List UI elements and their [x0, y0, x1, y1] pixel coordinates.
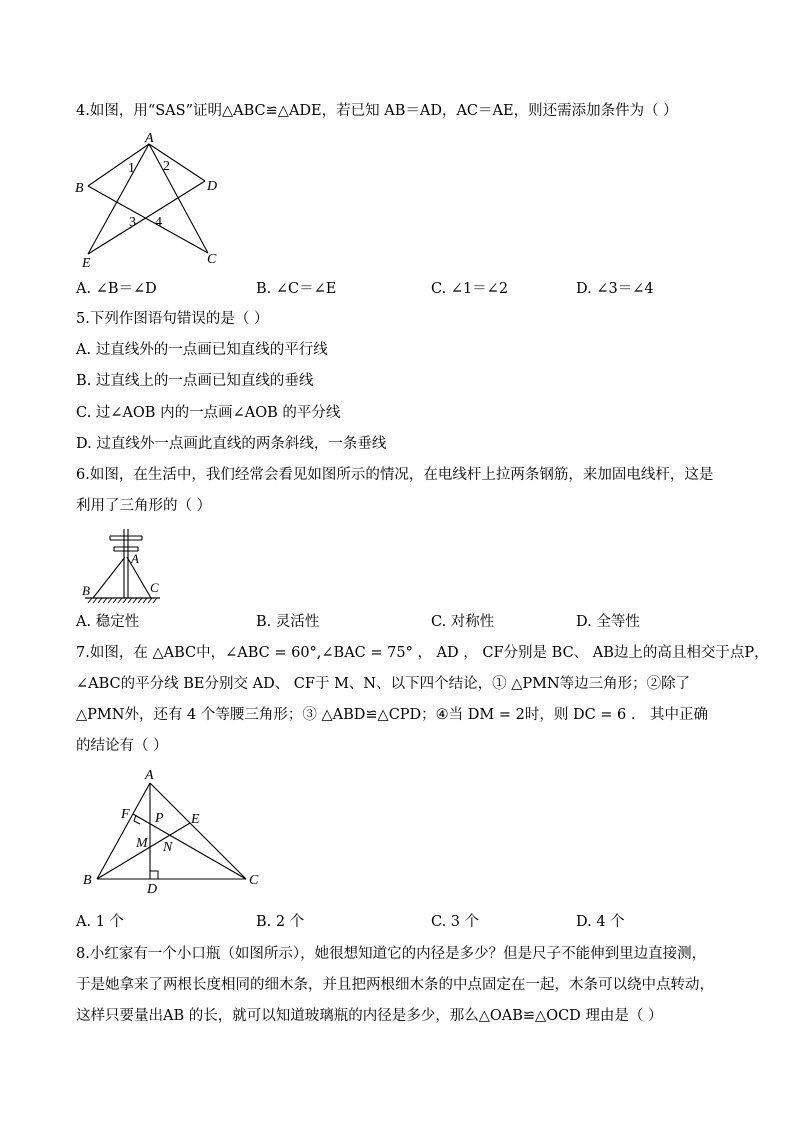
q7-label-b: B — [83, 873, 92, 888]
q7-label-d: D — [147, 882, 158, 896]
q7-label-n: N — [163, 840, 173, 855]
q7-label-c: C — [249, 873, 259, 888]
q4-label-b: B — [75, 181, 84, 196]
q5-option-c[interactable]: C. 过∠AOB 内的一点画∠AOB 的平分线 — [76, 405, 341, 421]
q4-label-c: C — [207, 252, 217, 267]
q6-option-d[interactable]: D. 全等性 — [576, 614, 640, 630]
q6-stem-line1: 6.如图，在生活中，我们经常会看见如图所示的情况，在电线杆上拉两条钢筋，来加固电线杆，这是 — [76, 467, 714, 483]
q6-option-b[interactable]: B. 灵活性 — [256, 614, 320, 630]
q5-stem: 5.下列作图语句错误的是（ ） — [76, 311, 269, 327]
q5-option-b[interactable]: B. 过直线上的一点画已知直线的垂线 — [76, 373, 314, 389]
q8-line3: 这样只要量出AB 的长，就可以知道玻璃瓶的内径是多少，那么△OAB≌△OCD 理由是（ ） — [76, 1008, 663, 1024]
q4-label-d: D — [207, 179, 218, 194]
q4-option-b[interactable]: B. ∠C＝∠E — [256, 281, 337, 297]
q7-line4: 的结论有（ ） — [76, 738, 168, 754]
q6-option-a[interactable]: A. 稳定性 — [76, 614, 140, 630]
q6-label-c: C — [150, 580, 159, 595]
q7-option-d[interactable]: D. 4 个 — [576, 914, 625, 930]
q4-angle-1: 1 — [128, 161, 135, 176]
q7-option-b[interactable]: B. 2 个 — [256, 914, 305, 930]
q5-option-a[interactable]: A. 过直线外的一点画已知直线的平行线 — [76, 342, 328, 358]
q7-option-c[interactable]: C. 3 个 — [431, 914, 480, 930]
q4-label-a: A — [145, 133, 154, 146]
q7-line3: △PMN外，还有 4 个等腰三角形；③ △ABD≌△CPD；④当 DM = 2时，则 DC = 6 ． 其中正确 — [76, 707, 708, 723]
q6-label-a: A — [131, 551, 139, 566]
q4-figure — [70, 133, 230, 268]
q8-line2: 于是她拿来了两根长度相同的细木条，并且把两根细木条的中点固定在一起，木条可以绕中点转动， — [76, 977, 714, 993]
q4-stem: 4.如图，用“SAS”证明△ABC≌△ADE，若已知 AB＝AD，AC＝AE，则还需添加条件为（ ） — [76, 103, 678, 119]
q4-angle-4: 4 — [155, 215, 162, 230]
q7-label-f: F — [121, 807, 130, 822]
q4-angle-2: 2 — [163, 159, 170, 174]
q4-option-d[interactable]: D. ∠3＝∠4 — [576, 281, 654, 297]
q7-label-p: P — [155, 811, 164, 826]
q7-line2: ∠ABC的平分线 BE分别交 AD、 CF于 M、N、以下四个结论，① △PMN等边三角形；②除了 — [76, 676, 691, 692]
q7-option-a[interactable]: A. 1 个 — [76, 914, 125, 930]
q7-figure — [78, 766, 278, 896]
q7-line1: 7.如图，在 △ABC中，∠ABC = 60°,∠BAC = 75° ， AD ， CF分别是 BC、 AB边上的高且相交于点P， — [76, 645, 769, 661]
q4-option-c[interactable]: C. ∠1＝∠2 — [431, 281, 509, 297]
q7-label-m: M — [136, 836, 148, 851]
q4-label-e: E — [82, 256, 91, 268]
q5-option-d[interactable]: D. 过直线外一点画此直线的两条斜线，一条垂线 — [76, 436, 387, 452]
q6-stem-line2: 利用了三角形的（ ） — [76, 498, 212, 514]
q8-line1: 8.小红家有一个小口瓶（如图所示），她很想知道它的内径是多少？但是尺子不能伸到里边直接测， — [76, 946, 707, 962]
q4-angle-3: 3 — [129, 215, 136, 230]
q7-label-e: E — [191, 812, 200, 827]
q6-pole-figure — [80, 527, 170, 607]
q4-option-a[interactable]: A. ∠B＝∠D — [76, 281, 157, 297]
q6-option-c[interactable]: C. 对称性 — [431, 614, 495, 630]
q6-label-b: B — [82, 583, 90, 598]
q7-label-a: A — [145, 768, 154, 783]
